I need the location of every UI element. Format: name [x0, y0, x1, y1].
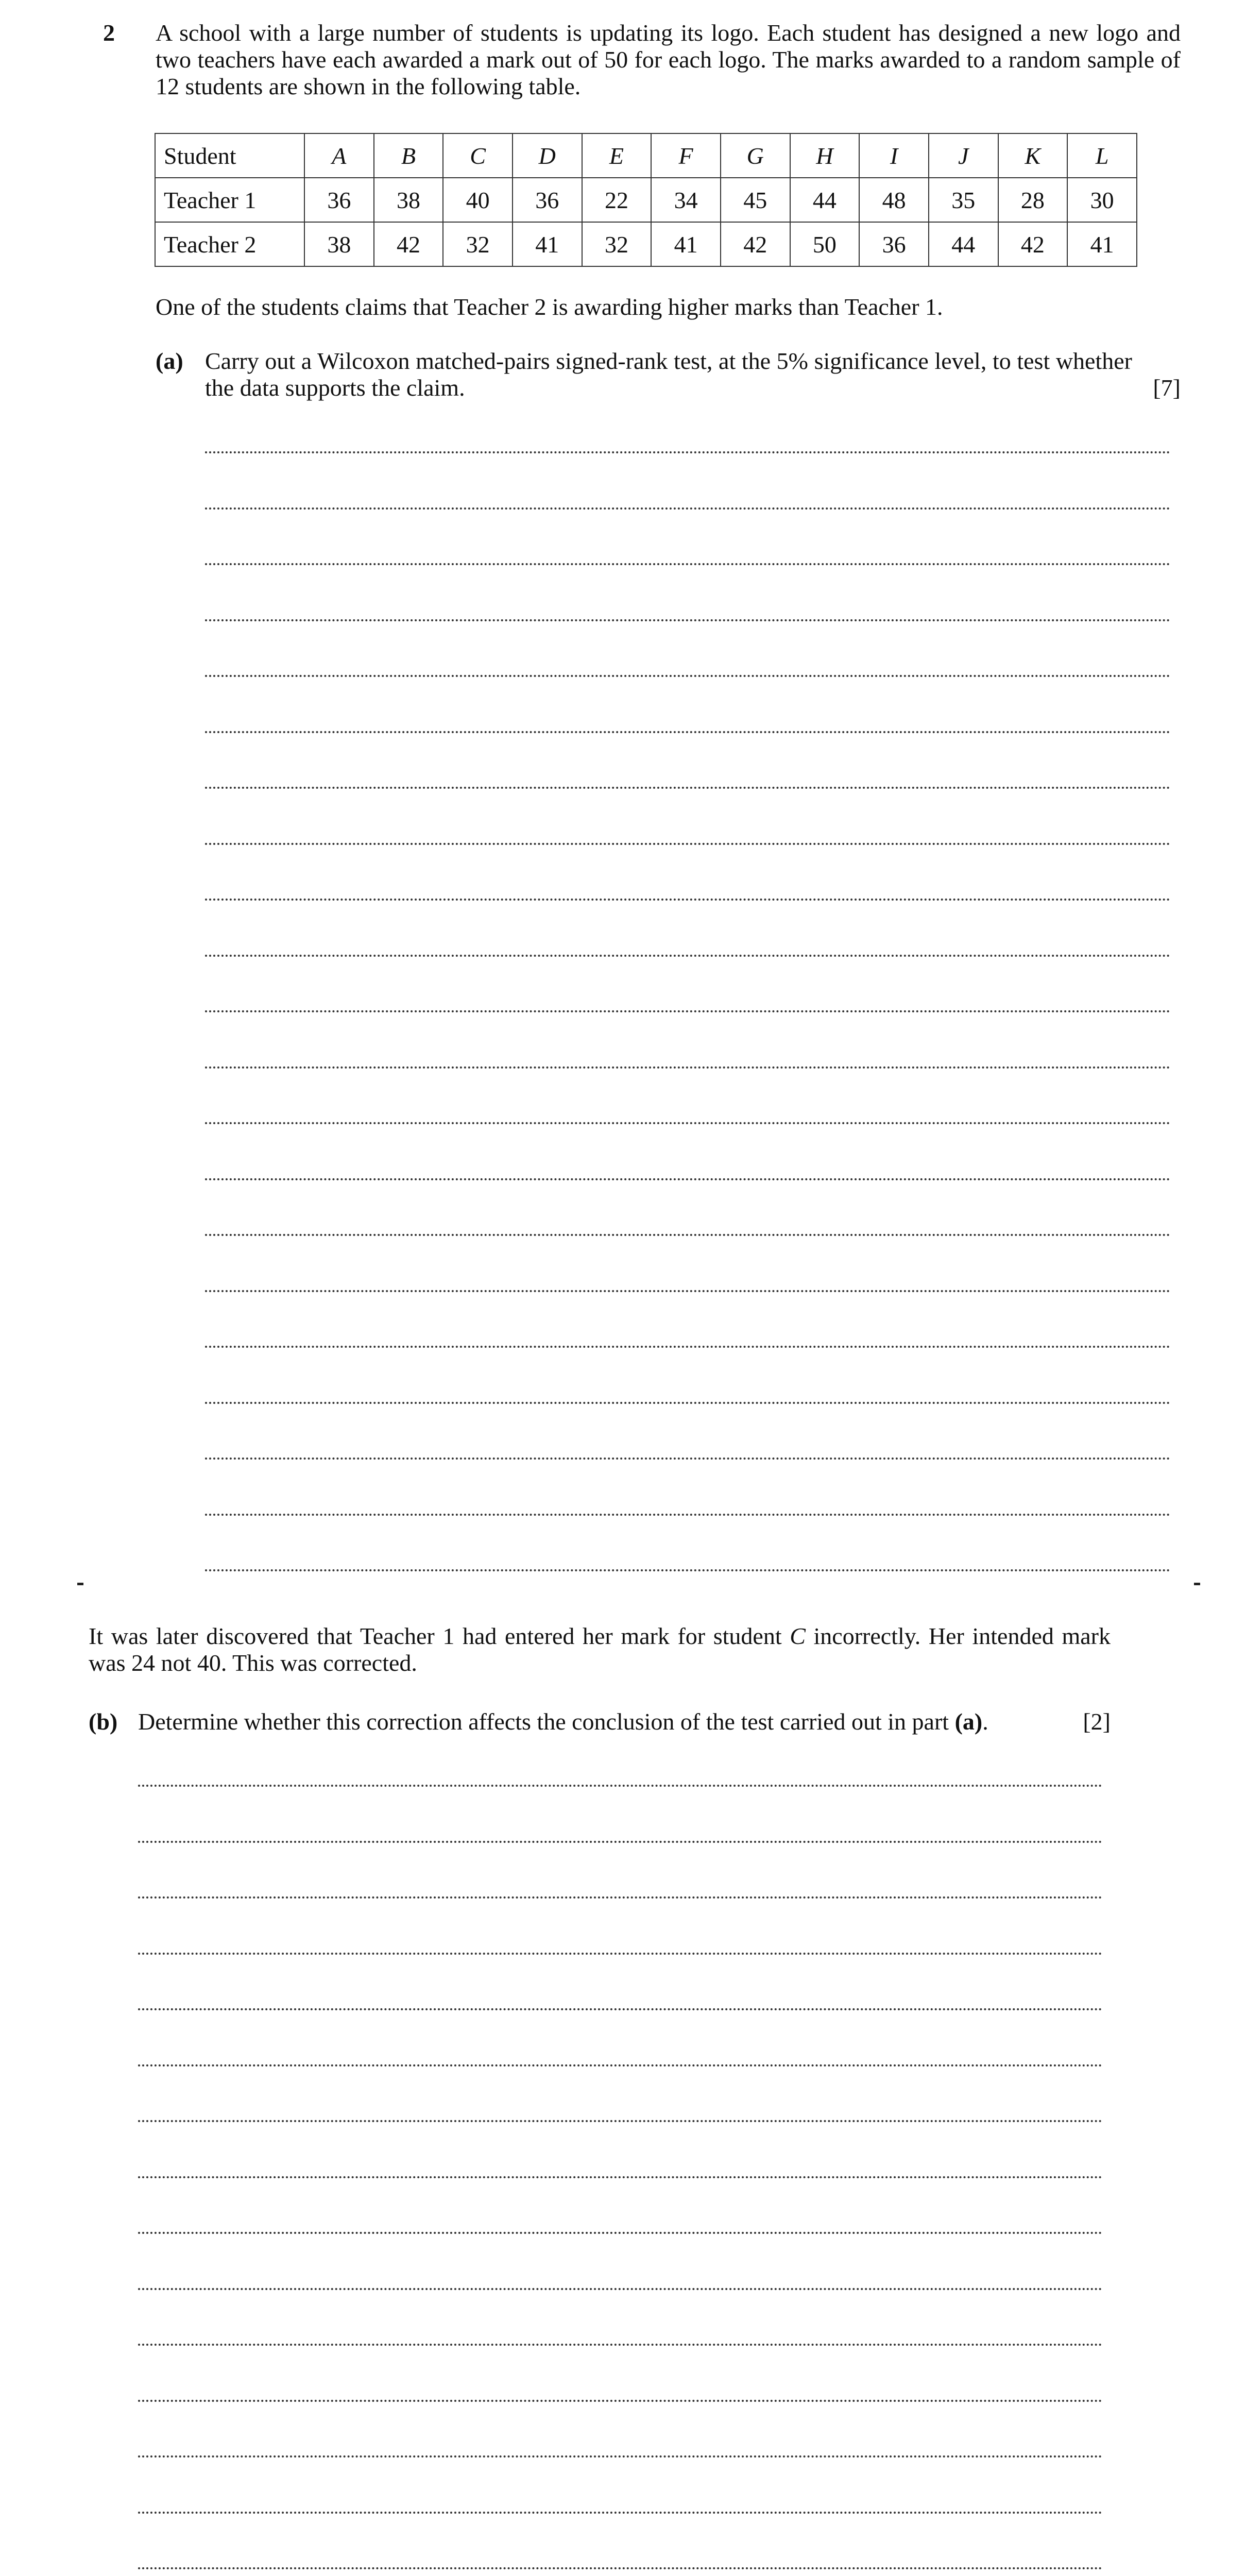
part-b-text-ref: (a) [954, 1708, 983, 1735]
student-header-cell: D [513, 133, 582, 178]
part-a-answer-line[interactable] [205, 1122, 1170, 1124]
student-header-cell: K [998, 133, 1068, 178]
part-a-answer-line[interactable] [205, 787, 1170, 789]
claim-text: One of the students claims that Teacher 2 is awarding higher marks than Teacher 1. [156, 294, 943, 320]
question-number: 2 [103, 20, 115, 46]
mark-cell: 38 [374, 178, 443, 222]
student-header-cell: F [651, 133, 721, 178]
part-b-answer-line[interactable] [138, 2064, 1102, 2066]
mark-cell: 32 [582, 222, 652, 266]
table-row-teacher-1 [155, 178, 1137, 222]
mark-cell: 32 [443, 222, 513, 266]
question-intro: A school with a large number of students is updating its logo. Each student has designed a new logo and two teachers have each awarded a mark out of 50 for each logo. The marks awarded to a random sample of 12 students are shown in the following table. [156, 20, 1181, 99]
student-header-cell: B [374, 133, 443, 178]
part-b-answer-line[interactable] [138, 2288, 1102, 2290]
part-b-text [138, 1708, 1065, 1735]
marks-table [155, 133, 1137, 267]
mark-cell: 36 [859, 222, 929, 266]
part-a-answer-line[interactable] [205, 1066, 1170, 1069]
part-b-text-post: . [982, 1708, 988, 1735]
part-a-marks: [7] [1153, 375, 1181, 401]
part-a-answer-line[interactable] [205, 955, 1170, 957]
part-a-label: (a) [156, 348, 183, 374]
part-b-answer-line[interactable] [138, 1896, 1102, 1899]
mark-cell: 44 [790, 178, 860, 222]
part-a-answer-line[interactable] [205, 675, 1170, 677]
mark-cell: 42 [374, 222, 443, 266]
mark-cell: 48 [859, 178, 929, 222]
student-header-cell: A [304, 133, 374, 178]
part-a-answer-line[interactable] [205, 619, 1170, 621]
mark-cell: 38 [304, 222, 374, 266]
part-a-answer-line[interactable] [205, 1010, 1170, 1012]
student-header-cell: E [582, 133, 652, 178]
mark-cell: 22 [582, 178, 652, 222]
mark-cell: 41 [513, 222, 582, 266]
mark-cell: 41 [1067, 222, 1137, 266]
part-b-answer-line[interactable] [138, 1953, 1102, 1955]
student-header-cell: J [929, 133, 998, 178]
part-b-answer-line[interactable] [138, 2232, 1102, 2234]
row-label: Teacher 2 [155, 222, 304, 266]
later-info-post: incorrectly. Her intended mark was 24 not 40. This was corrected. [89, 1623, 1111, 1676]
part-a-answer-line[interactable] [205, 1346, 1170, 1348]
page-edge-mark-right [1194, 1583, 1200, 1585]
part-b-answer-line[interactable] [138, 2008, 1102, 2010]
part-b-answer-line[interactable] [138, 1785, 1102, 1787]
part-b-answer-line[interactable] [138, 2455, 1102, 2458]
part-b-answer-line[interactable] [138, 1841, 1102, 1843]
table-header-row [155, 133, 1137, 178]
row-label: Teacher 1 [155, 178, 304, 222]
table-row-teacher-2 [155, 222, 1137, 266]
student-header-cell: C [443, 133, 513, 178]
part-b-text-pre: Determine whether this correction affects the conclusion of the test carried out in part [138, 1708, 955, 1735]
part-a-answer-line[interactable] [205, 1178, 1170, 1180]
mark-cell: 36 [304, 178, 374, 222]
part-a-text: Carry out a Wilcoxon matched-pairs signed-rank test, at the 5% significance level, to test whether the data supports the claim. [205, 348, 1132, 401]
mark-cell: 45 [721, 178, 790, 222]
part-b-answer-line[interactable] [138, 2120, 1102, 2122]
mark-cell: 35 [929, 178, 998, 222]
part-a-answer-line[interactable] [205, 899, 1170, 901]
mark-cell: 44 [929, 222, 998, 266]
mark-cell: 40 [443, 178, 513, 222]
mark-cell: 42 [721, 222, 790, 266]
page-edge-mark-left [77, 1583, 83, 1585]
part-b-answer-line[interactable] [138, 2176, 1102, 2178]
student-header-cell: G [721, 133, 790, 178]
part-a-answer-line[interactable] [205, 731, 1170, 733]
part-b-answer-line[interactable] [138, 2400, 1102, 2402]
part-b-label: (b) [89, 1708, 118, 1735]
part-b-answer-line[interactable] [138, 2512, 1102, 2514]
part-a-answer-line[interactable] [205, 843, 1170, 845]
later-info-student: C [790, 1623, 806, 1649]
mark-cell: 41 [651, 222, 721, 266]
mark-cell: 30 [1067, 178, 1137, 222]
student-header-cell: H [790, 133, 860, 178]
later-info [89, 1623, 1111, 1676]
part-a-answer-line[interactable] [205, 1290, 1170, 1292]
part-a-answer-line[interactable] [205, 1402, 1170, 1404]
mark-cell: 50 [790, 222, 860, 266]
part-a-answer-line[interactable] [205, 1234, 1170, 1236]
mark-cell: 28 [998, 178, 1068, 222]
part-a-answer-line[interactable] [205, 563, 1170, 565]
part-a-answer-line[interactable] [205, 1458, 1170, 1460]
part-a-answer-line[interactable] [205, 1569, 1170, 1571]
student-header-cell: I [859, 133, 929, 178]
table-header-label: Student [155, 133, 304, 178]
part-a-answer-line[interactable] [205, 1514, 1170, 1516]
mark-cell: 36 [513, 178, 582, 222]
mark-cell: 42 [998, 222, 1068, 266]
part-b-answer-line[interactable] [138, 2567, 1102, 2569]
part-a-answer-line[interactable] [205, 451, 1170, 453]
part-a-answer-line[interactable] [205, 507, 1170, 510]
mark-cell: 34 [651, 178, 721, 222]
student-header-cell: L [1067, 133, 1137, 178]
part-b-marks: [2] [1083, 1708, 1111, 1735]
part-b-answer-line[interactable] [138, 2344, 1102, 2346]
later-info-pre: It was later discovered that Teacher 1 had entered her mark for student [89, 1623, 790, 1649]
